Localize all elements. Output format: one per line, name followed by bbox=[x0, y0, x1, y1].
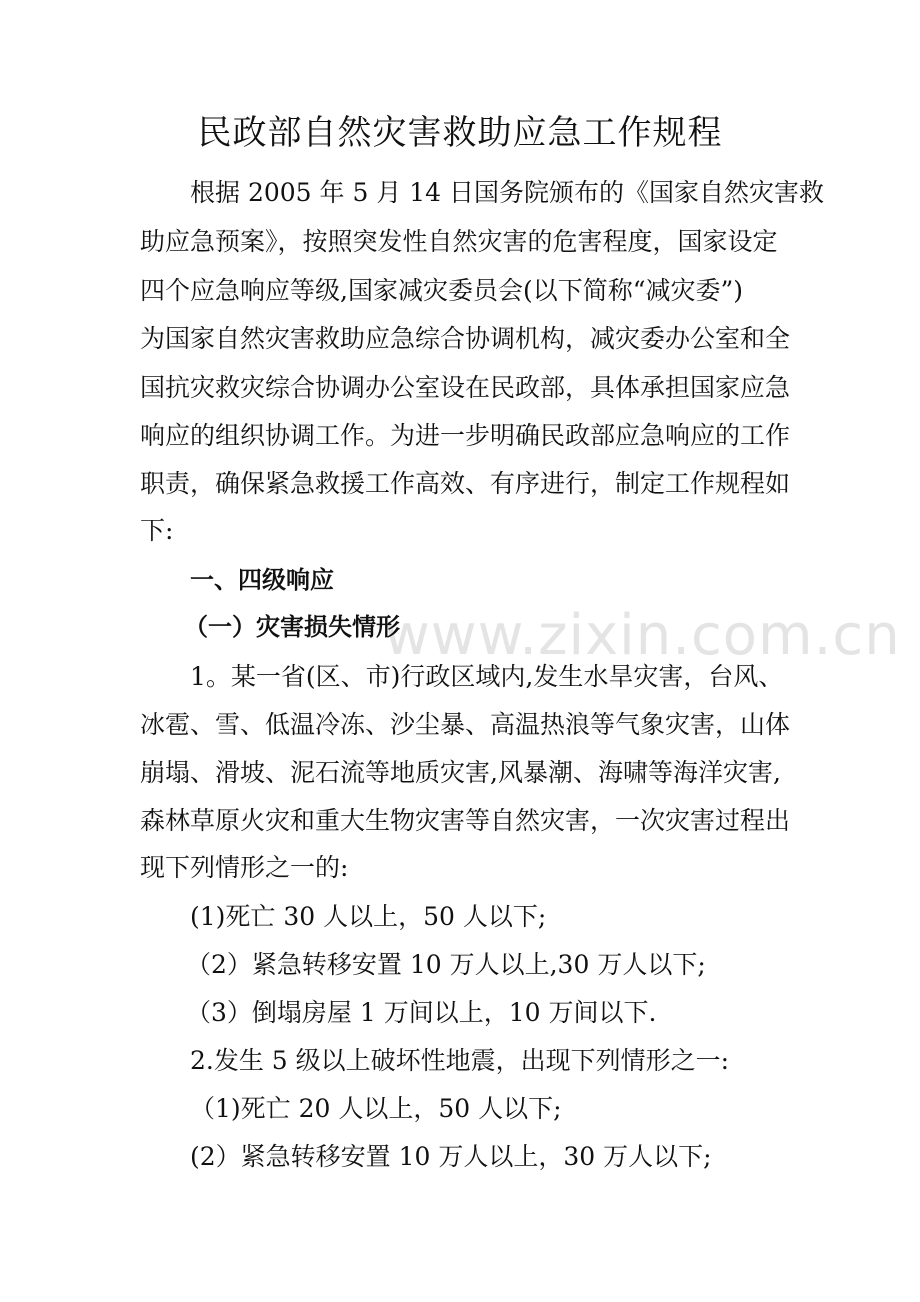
list-item: （3）倒塌房屋 1 万间以上，10 万间以下. bbox=[186, 998, 657, 1027]
document-title: 民政部自然灾害救助应急工作规程 bbox=[197, 113, 723, 153]
paragraph-line: 1。某一省(区、市)行政区域内,发生水旱灾害，台风、 bbox=[190, 662, 784, 691]
paragraph-line: 四个应急响应等级,国家减灾委员会(以下简称“减灾委”) bbox=[140, 276, 744, 305]
paragraph-line: 2.发生 5 级以上破坏性地震，出现下列情形之一: bbox=[190, 1046, 730, 1075]
list-item: （2）紧急转移安置 10 万人以上,30 万人以下; bbox=[186, 950, 706, 979]
paragraph-line: 下: bbox=[140, 516, 174, 545]
watermark: www.zixin.com.cn bbox=[384, 603, 901, 668]
subsection-heading: （一）灾害损失情形 bbox=[184, 613, 400, 641]
paragraph-line: 根据 2005 年 5 月 14 日国务院颁布的《国家自然灾害救 bbox=[190, 178, 825, 207]
paragraph-line: 响应的组织协调工作。为进一步明确民政部应急响应的工作 bbox=[140, 421, 791, 450]
paragraph-line: 助应急预案》，按照突发性自然灾害的危害程度，国家设定 bbox=[140, 227, 778, 256]
list-item: (2）紧急转移安置 10 万人以上，30 万人以下; bbox=[190, 1142, 712, 1171]
list-item: （1)死亡 20 人以上，50 人以下; bbox=[190, 1094, 562, 1123]
paragraph-line: 森林草原火灾和重大生物灾害等自然灾害，一次灾害过程出 bbox=[140, 806, 791, 835]
paragraph-line: 现下列情形之一的: bbox=[140, 853, 349, 882]
section-heading: 一、四级响应 bbox=[190, 566, 334, 594]
paragraph-line: 崩塌、滑坡、泥石流等地质灾害,风暴潮、海啸等海洋灾害, bbox=[140, 758, 781, 787]
paragraph-line: 国抗灾救灾综合协调办公室设在民政部，具体承担国家应急 bbox=[140, 373, 791, 402]
list-item: (1)死亡 30 人以上，50 人以下; bbox=[190, 902, 547, 931]
paragraph-line: 为国家自然灾害救助应急综合协调机构，减灾委办公室和全 bbox=[140, 324, 791, 353]
paragraph-line: 冰雹、雪、低温冷冻、沙尘暴、高温热浪等气象灾害，山体 bbox=[140, 710, 791, 739]
paragraph-line: 职责，确保紧急救援工作高效、有序进行，制定工作规程如 bbox=[140, 469, 791, 498]
